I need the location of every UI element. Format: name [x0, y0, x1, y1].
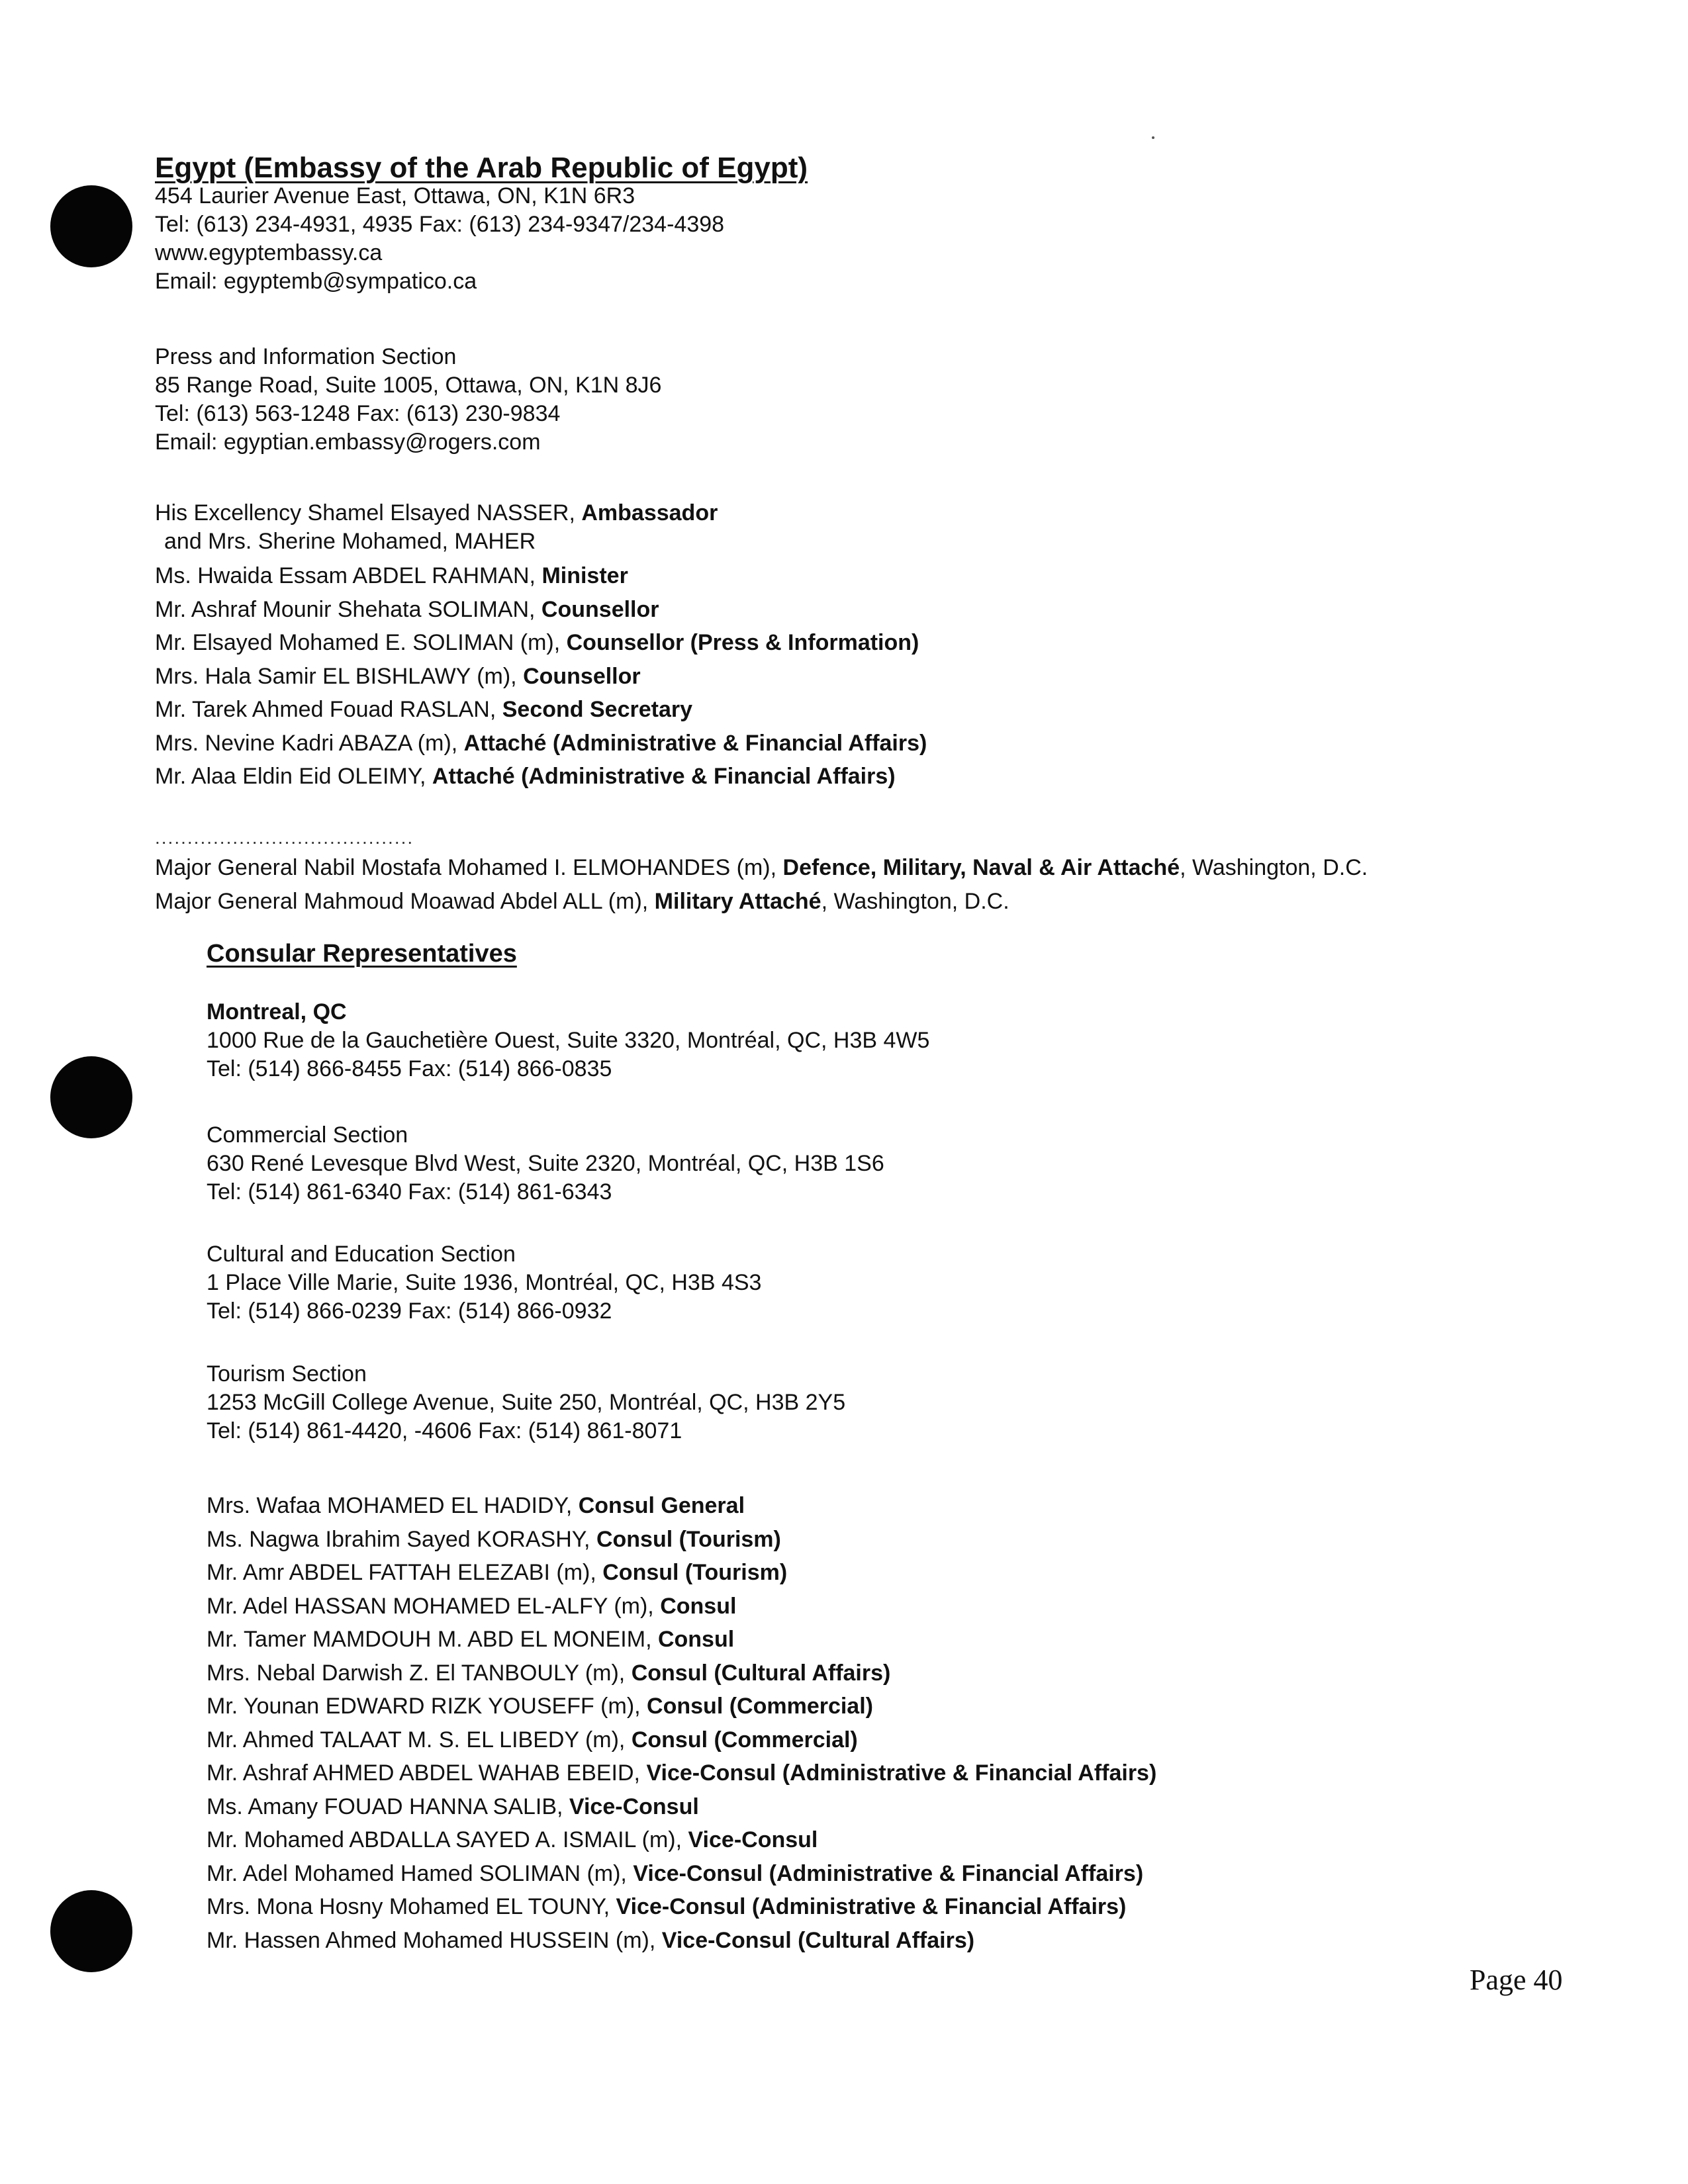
person-title: Counsellor (Press & Information) [566, 630, 919, 655]
person-title: Vice-Consul [688, 1827, 818, 1852]
person-title: Consul (Cultural Affairs) [631, 1660, 891, 1686]
embassy-staff-list [155, 559, 927, 794]
person-location: , Washington, D.C. [1180, 855, 1368, 880]
military-row [155, 885, 1368, 919]
person-location: , Washington, D.C. [821, 888, 1009, 914]
ambassador-spouse: and Mrs. Sherine Mohamed, MAHER [164, 529, 536, 554]
person-name: Mr. Elsayed Mohamed E. SOLIMAN (m), [155, 630, 567, 655]
consular-staff-row [207, 1657, 1156, 1690]
tourism-section-address: 1253 McGill College Avenue, Suite 250, Montréal, QC, H3B 2Y5 [207, 1390, 846, 1415]
ambassador-block [155, 499, 718, 556]
staff-row [155, 593, 927, 627]
person-title: Consul General [578, 1493, 745, 1518]
commercial-section-phone: Tel: (514) 861-6340 Fax: (514) 861-6343 [207, 1179, 612, 1205]
staff-row [155, 693, 927, 727]
consular-staff-row [207, 1823, 1156, 1857]
consular-staff-row [207, 1556, 1156, 1590]
ambassador-title: Ambassador [581, 500, 718, 525]
person-name: Mrs. Mona Hosny Mohamed EL TOUNY, [207, 1894, 616, 1919]
person-name: Mrs. Nebal Darwish Z. El TANBOULY (m), [207, 1660, 632, 1686]
consular-staff-row [207, 1756, 1156, 1790]
commercial-section-title: Commercial Section [207, 1122, 408, 1148]
person-title: Consul (Commercial) [631, 1727, 858, 1752]
person-title: Consul [660, 1593, 737, 1619]
consular-staff-row [207, 1924, 1156, 1958]
person-name: Mr. Tamer MAMDOUH M. ABD EL MONEIM, [207, 1627, 658, 1652]
embassy-title: Egypt (Embassy of the Arab Republic of Egypt) [155, 152, 808, 184]
consular-staff-row [207, 1857, 1156, 1891]
consular-staff-row [207, 1623, 1156, 1657]
person-name: Mrs. Hala Samir EL BISHLAWY (m), [155, 663, 524, 689]
person-title: Vice-Consul (Administrative & Financial Affairs) [616, 1894, 1127, 1919]
person-name: Ms. Amany FOUAD HANNA SALIB, [207, 1794, 569, 1819]
person-title: Second Secretary [502, 697, 692, 722]
press-section-email: Email: egyptian.embassy@rogers.com [155, 430, 541, 455]
consulate-phone: Tel: (514) 866-8455 Fax: (514) 866-0835 [207, 1056, 612, 1081]
person-name: Mr. Mohamed ABDALLA SAYED A. ISMAIL (m), [207, 1827, 688, 1852]
person-name: Mr. Adel Mohamed Hamed SOLIMAN (m), [207, 1860, 633, 1886]
person-title: Vice-Consul (Administrative & Financial Affairs) [646, 1760, 1157, 1786]
embassy-email: Email: egyptemb@sympatico.ca [155, 269, 477, 294]
tourism-section [207, 1360, 845, 1445]
tourism-section-phone: Tel: (514) 861-4420, -4606 Fax: (514) 861-8071 [207, 1418, 682, 1443]
person-title: Minister [541, 563, 628, 588]
press-section [155, 343, 661, 457]
consulate-address: 1000 Rue de la Gauchetière Ouest, Suite 3320, Montréal, QC, H3B 4W5 [207, 1028, 930, 1053]
press-section-phone: Tel: (613) 563-1248 Fax: (613) 230-9834 [155, 401, 561, 426]
commercial-section [207, 1121, 884, 1206]
staff-row [155, 760, 927, 794]
person-title: Vice-Consul (Cultural Affairs) [661, 1927, 975, 1953]
consular-staff-row [207, 1890, 1156, 1924]
consular-staff-row [207, 1690, 1156, 1723]
person-name: Ms. Hwaida Essam ABDEL RAHMAN, [155, 563, 542, 588]
person-title: Counsellor [541, 596, 659, 622]
tourism-section-title: Tourism Section [207, 1361, 367, 1387]
embassy-address: 454 Laurier Avenue East, Ottawa, ON, K1N 6R3 [155, 183, 635, 208]
consular-staff-row [207, 1489, 1156, 1523]
military-row [155, 851, 1368, 885]
consular-staff-row [207, 1723, 1156, 1757]
military-attache-list [155, 851, 1368, 918]
consulate-city: Montreal, QC [207, 999, 347, 1024]
staff-row [155, 626, 927, 660]
press-section-address: 85 Range Road, Suite 1005, Ottawa, ON, K1N 8J6 [155, 373, 662, 398]
separator-dots: ........................................ [155, 827, 414, 848]
person-title: Consul (Tourism) [602, 1560, 788, 1585]
person-name: Mr. Amr ABDEL FATTAH ELEZABI (m), [207, 1560, 603, 1585]
press-section-title: Press and Information Section [155, 344, 457, 369]
person-title: Consul (Tourism) [596, 1526, 781, 1552]
person-name: Ms. Nagwa Ibrahim Sayed KORASHY, [207, 1526, 596, 1552]
person-name: Mrs. Wafaa MOHAMED EL HADIDY, [207, 1493, 579, 1518]
montreal-consulate [207, 998, 929, 1083]
person-title: Vice-Consul [569, 1794, 699, 1819]
cultural-section-address: 1 Place Ville Marie, Suite 1936, Montréal, QC, H3B 4S3 [207, 1270, 762, 1295]
consular-staff-row [207, 1590, 1156, 1623]
person-name: Mr. Adel HASSAN MOHAMED EL-ALFY (m), [207, 1593, 661, 1619]
commercial-section-address: 630 René Levesque Blvd West, Suite 2320, Montréal, QC, H3B 1S6 [207, 1151, 884, 1176]
person-name: Mr. Younan EDWARD RIZK YOUSEFF (m), [207, 1694, 647, 1719]
person-title: Attaché (Administrative & Financial Affairs) [432, 764, 896, 789]
person-name: Mr. Tarek Ahmed Fouad RASLAN, [155, 697, 502, 722]
person-title: Consul [657, 1627, 735, 1652]
embassy-phone: Tel: (613) 234-4931, 4935 Fax: (613) 234-9347/234-4398 [155, 212, 725, 237]
punch-hole-middle [50, 1056, 132, 1138]
staff-row [155, 660, 927, 694]
person-name: Mr. Alaa Eldin Eid OLEIMY, [155, 764, 432, 789]
consular-heading-block [207, 940, 517, 968]
person-name: Mr. Ashraf Mounir Shehata SOLIMAN, [155, 596, 541, 622]
staff-row [155, 727, 927, 760]
consular-staff-list [207, 1489, 1156, 1957]
embassy-website: www.egyptembassy.ca [155, 240, 383, 265]
scan-speck [1152, 136, 1154, 139]
ambassador-name: His Excellency Shamel Elsayed NASSER, [155, 500, 582, 525]
consular-staff-row [207, 1523, 1156, 1557]
person-name: Mr. Hassen Ahmed Mohamed HUSSEIN (m), [207, 1927, 662, 1953]
punch-hole-bottom [50, 1890, 132, 1972]
cultural-section-phone: Tel: (514) 866-0239 Fax: (514) 866-0932 [207, 1298, 612, 1324]
person-title: Vice-Consul (Administrative & Financial Affairs) [633, 1860, 1144, 1886]
person-title: Consul (Commercial) [647, 1694, 873, 1719]
embassy-block [155, 154, 808, 296]
person-title: Attaché (Administrative & Financial Affairs) [463, 730, 927, 756]
staff-row [155, 559, 927, 593]
consular-staff-row [207, 1790, 1156, 1824]
punch-hole-top [50, 185, 132, 267]
person-name: Mrs. Nevine Kadri ABAZA (m), [155, 730, 464, 756]
person-name: Major General Mahmoud Moawad Abdel ALL (m), [155, 888, 655, 914]
person-title: Military Attaché [654, 888, 821, 914]
person-name: Mr. Ahmed TALAAT M. S. EL LIBEDY (m), [207, 1727, 632, 1752]
person-name: Major General Nabil Mostafa Mohamed I. ELMOHANDES (m), [155, 855, 783, 880]
person-title: Counsellor [523, 663, 641, 689]
cultural-section [207, 1240, 761, 1326]
person-title: Defence, Military, Naval & Air Attaché [782, 855, 1180, 880]
cultural-section-title: Cultural and Education Section [207, 1242, 516, 1267]
page-number: Page 40 [1470, 1964, 1563, 1996]
consular-heading: Consular Representatives [207, 940, 517, 968]
person-name: Mr. Ashraf AHMED ABDEL WAHAB EBEID, [207, 1760, 647, 1786]
ambassador-line [155, 499, 718, 527]
